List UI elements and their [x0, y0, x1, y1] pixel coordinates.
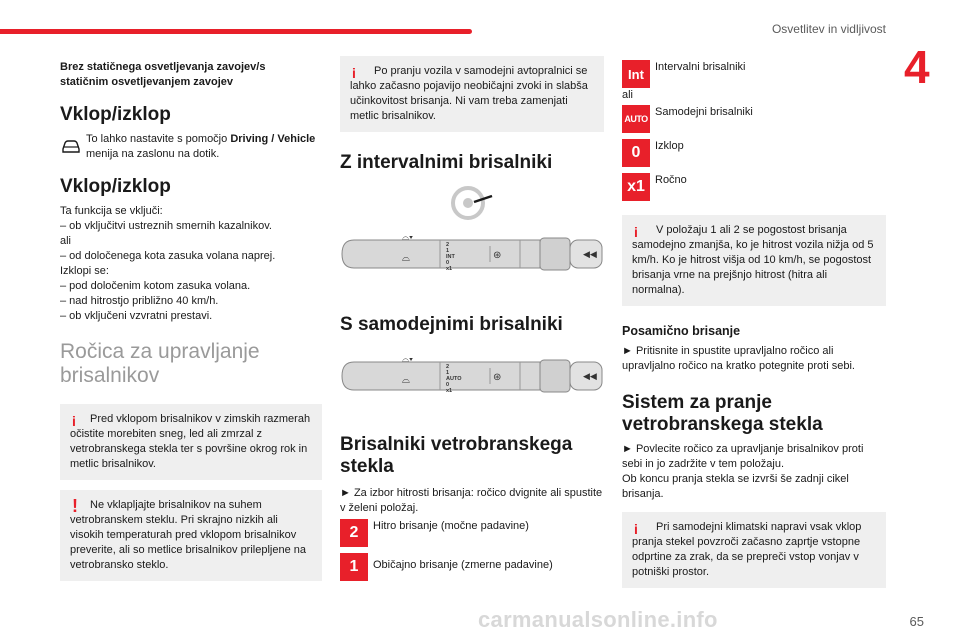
washer-text-2: Ob koncu pranja stekla se izvrši še zadnji cikel brisanja. [622, 473, 849, 500]
auto-text: Samodejni brisalniki [655, 106, 753, 118]
position-1-icon: 1 [340, 553, 368, 581]
manual-row [622, 173, 886, 201]
driving-vehicle-menu-label: Driving / Vehicle [230, 133, 316, 145]
int-icon: Int [622, 60, 650, 88]
stalk-label-1: 1 [446, 370, 450, 376]
auto-row [622, 105, 886, 133]
off-text: Izklop [655, 140, 684, 152]
svg-text:◀◀: ◀◀ [583, 249, 597, 259]
info-box-winter [60, 404, 322, 480]
heading-samodejni: S samodejnimi brisalniki [340, 314, 563, 335]
info-box-climate-text: Pri samodejni klimatski napravi vsak vklop pranja stekel povzroči začasno zaprtje vstopne odprtine za zrak, da se prepreči vstop vonjav v potniški prostor. [632, 521, 862, 578]
heading-intervalni: Z intervalnimi brisalniki [340, 152, 553, 173]
stalk-label-int: INT [446, 254, 455, 260]
heading-brisalniki-vetrobranskega: Brisalniki vetrobranskega stekla [340, 434, 573, 477]
speed-fast-row [340, 519, 604, 547]
stalk-label-0: 0 [446, 382, 450, 388]
warning-box-dry-text: Ne vklapljajte brisalnikov na suhem vetrobranskem steklu. Pri skrajno nizkih ali visokih temperaturah pred vklopom brisalnikov preverite, ali so metlice brisalnikov prilepljene na vetrobransko steklo. [70, 499, 307, 571]
section-title: Ročica za upravljanje brisalnikov [60, 340, 260, 387]
warning-icon: ! [72, 496, 78, 516]
heading-sistem-pranje: Sistem za pranje vetrobranskega stekla [622, 392, 823, 435]
position-2-icon: 2 [340, 519, 368, 547]
vehicle-menu-row [60, 132, 322, 162]
auto-icon: AUTO [622, 105, 650, 133]
svg-text:⌓▾: ⌓▾ [402, 232, 413, 242]
column-right [622, 56, 886, 588]
warning-box-dry [60, 490, 322, 581]
info-box-speed-text: V položaju 1 ali 2 se pogostost brisanja samodejno zmanjša, ko je hitrost vozila nižja od 5 km/h. Ko je hitrost višja od 10 km/h, se pogostost brisanja vrne na prejšnjo hitrost (hitra ali normalna). [632, 224, 874, 296]
vehicle-menu-text-c: menija na zaslonu na dotik. [86, 148, 220, 160]
speed-select-text: ► Za izbor hitrosti brisanja: ročico dvignite ali spustite v želeni položaj. [340, 487, 603, 514]
svg-text:⌓: ⌓ [402, 253, 410, 264]
or-text: ali [622, 89, 634, 101]
info-icon: i [352, 65, 356, 81]
function-intro: Ta funkcija se vključi: [60, 205, 163, 217]
car-icon [60, 132, 82, 162]
interval-text: Intervalni brisalniki [655, 61, 746, 73]
heading-vklop-izklop-1: Vklop/izklop [60, 104, 171, 125]
intro-heading: Brez statičnega osvetljevanja zavojev/s statičnim osvetljevanjem zavojev [60, 61, 266, 88]
off-row [622, 139, 886, 167]
wiper-stalk-interval [340, 226, 604, 282]
info-box-speed [622, 215, 886, 306]
watermark: carmanualsonline.info [478, 607, 718, 632]
chapter-number: 4 [904, 41, 930, 93]
info-icon: i [634, 521, 638, 537]
vehicle-menu-text [82, 132, 322, 162]
off-item-1: – pod določenim kotom zasuka volana. [60, 280, 251, 292]
info-box-carwash [340, 56, 604, 132]
stalk-label-2: 2 [446, 364, 450, 370]
function-item-2: – od določenega kota zasuka volana naprej. [60, 250, 276, 262]
speed-fast-text: Hitro brisanje (močne padavine) [373, 520, 529, 532]
info-icon: i [634, 224, 638, 240]
svg-text:⌓▾: ⌓▾ [402, 354, 413, 364]
steering-wheel-icon [340, 186, 604, 220]
function-list [60, 204, 322, 324]
column-left [60, 56, 322, 581]
info-box-climate [622, 512, 886, 588]
interval-row [622, 60, 886, 88]
off-icon: 0 [622, 139, 650, 167]
svg-text:⌓: ⌓ [402, 375, 410, 386]
info-icon: i [72, 413, 76, 429]
function-item-1: – ob vključitvi ustreznih smernih kazalnikov. [60, 220, 272, 232]
washer-text-1: ► Povlecite ročico za upravljanje brisalnikov proti sebi in jo zadržite v tem položaju. [622, 443, 864, 470]
svg-text:◀◀: ◀◀ [583, 371, 597, 381]
off-item-2: – nad hitrostjo približno 40 km/h. [60, 295, 219, 307]
stalk-label-auto: AUTO [446, 376, 462, 382]
info-box-carwash-text: Po pranju vozila v samodejni avtopralnici se lahko začasno pojavijo neobičajni zvoki in slabša učinkovitost brisanja. Ni vam treba zamenjati metlic brisalnikov. [350, 65, 588, 122]
stalk-position-labels [446, 242, 455, 272]
stalk-label-x1: x1 [446, 388, 453, 394]
stalk-label-1: 1 [446, 248, 450, 254]
off-intro: Izklopi se: [60, 265, 109, 277]
svg-text:⊛: ⊛ [493, 372, 502, 383]
single-wipe-icon: x1 [622, 173, 650, 201]
stalk-label-0: 0 [446, 260, 450, 266]
function-or: ali [60, 235, 72, 247]
wiper-stalk-auto [340, 348, 604, 404]
speed-normal-row [340, 553, 604, 581]
speed-normal-text: Običajno brisanje (zmerne padavine) [373, 559, 553, 571]
info-box-winter-text: Pred vklopom brisalnikov v zimskih razmerah očistite morebiten sneg, led ali zmrzal z vetrobranskega stekla ter s površine okrog rok in metlic brisalnikov. [70, 413, 311, 470]
page-number: 65 [909, 614, 924, 629]
column-middle [340, 56, 604, 581]
running-head: Osvetlitev in vidljivost [771, 22, 886, 36]
stalk-label-x1: x1 [446, 266, 453, 272]
header-accent-bar [0, 29, 472, 34]
heading-vklop-izklop-2: Vklop/izklop [60, 176, 171, 197]
off-item-3: – ob vključeni vzvratni prestavi. [60, 310, 213, 322]
heading-posamicno: Posamično brisanje [622, 324, 741, 338]
stalk-position-labels [446, 364, 461, 394]
stalk-label-2: 2 [446, 242, 450, 248]
manual-text: Ročno [655, 174, 687, 186]
single-wipe-text: ► Pritisnite in spustite upravljalno ročico ali upravljalno ročico na kratko potegnite proti sebi. [622, 345, 855, 372]
vehicle-menu-text-a: To lahko nastavite s pomočjo [86, 133, 231, 145]
svg-text:⊛: ⊛ [493, 250, 502, 261]
